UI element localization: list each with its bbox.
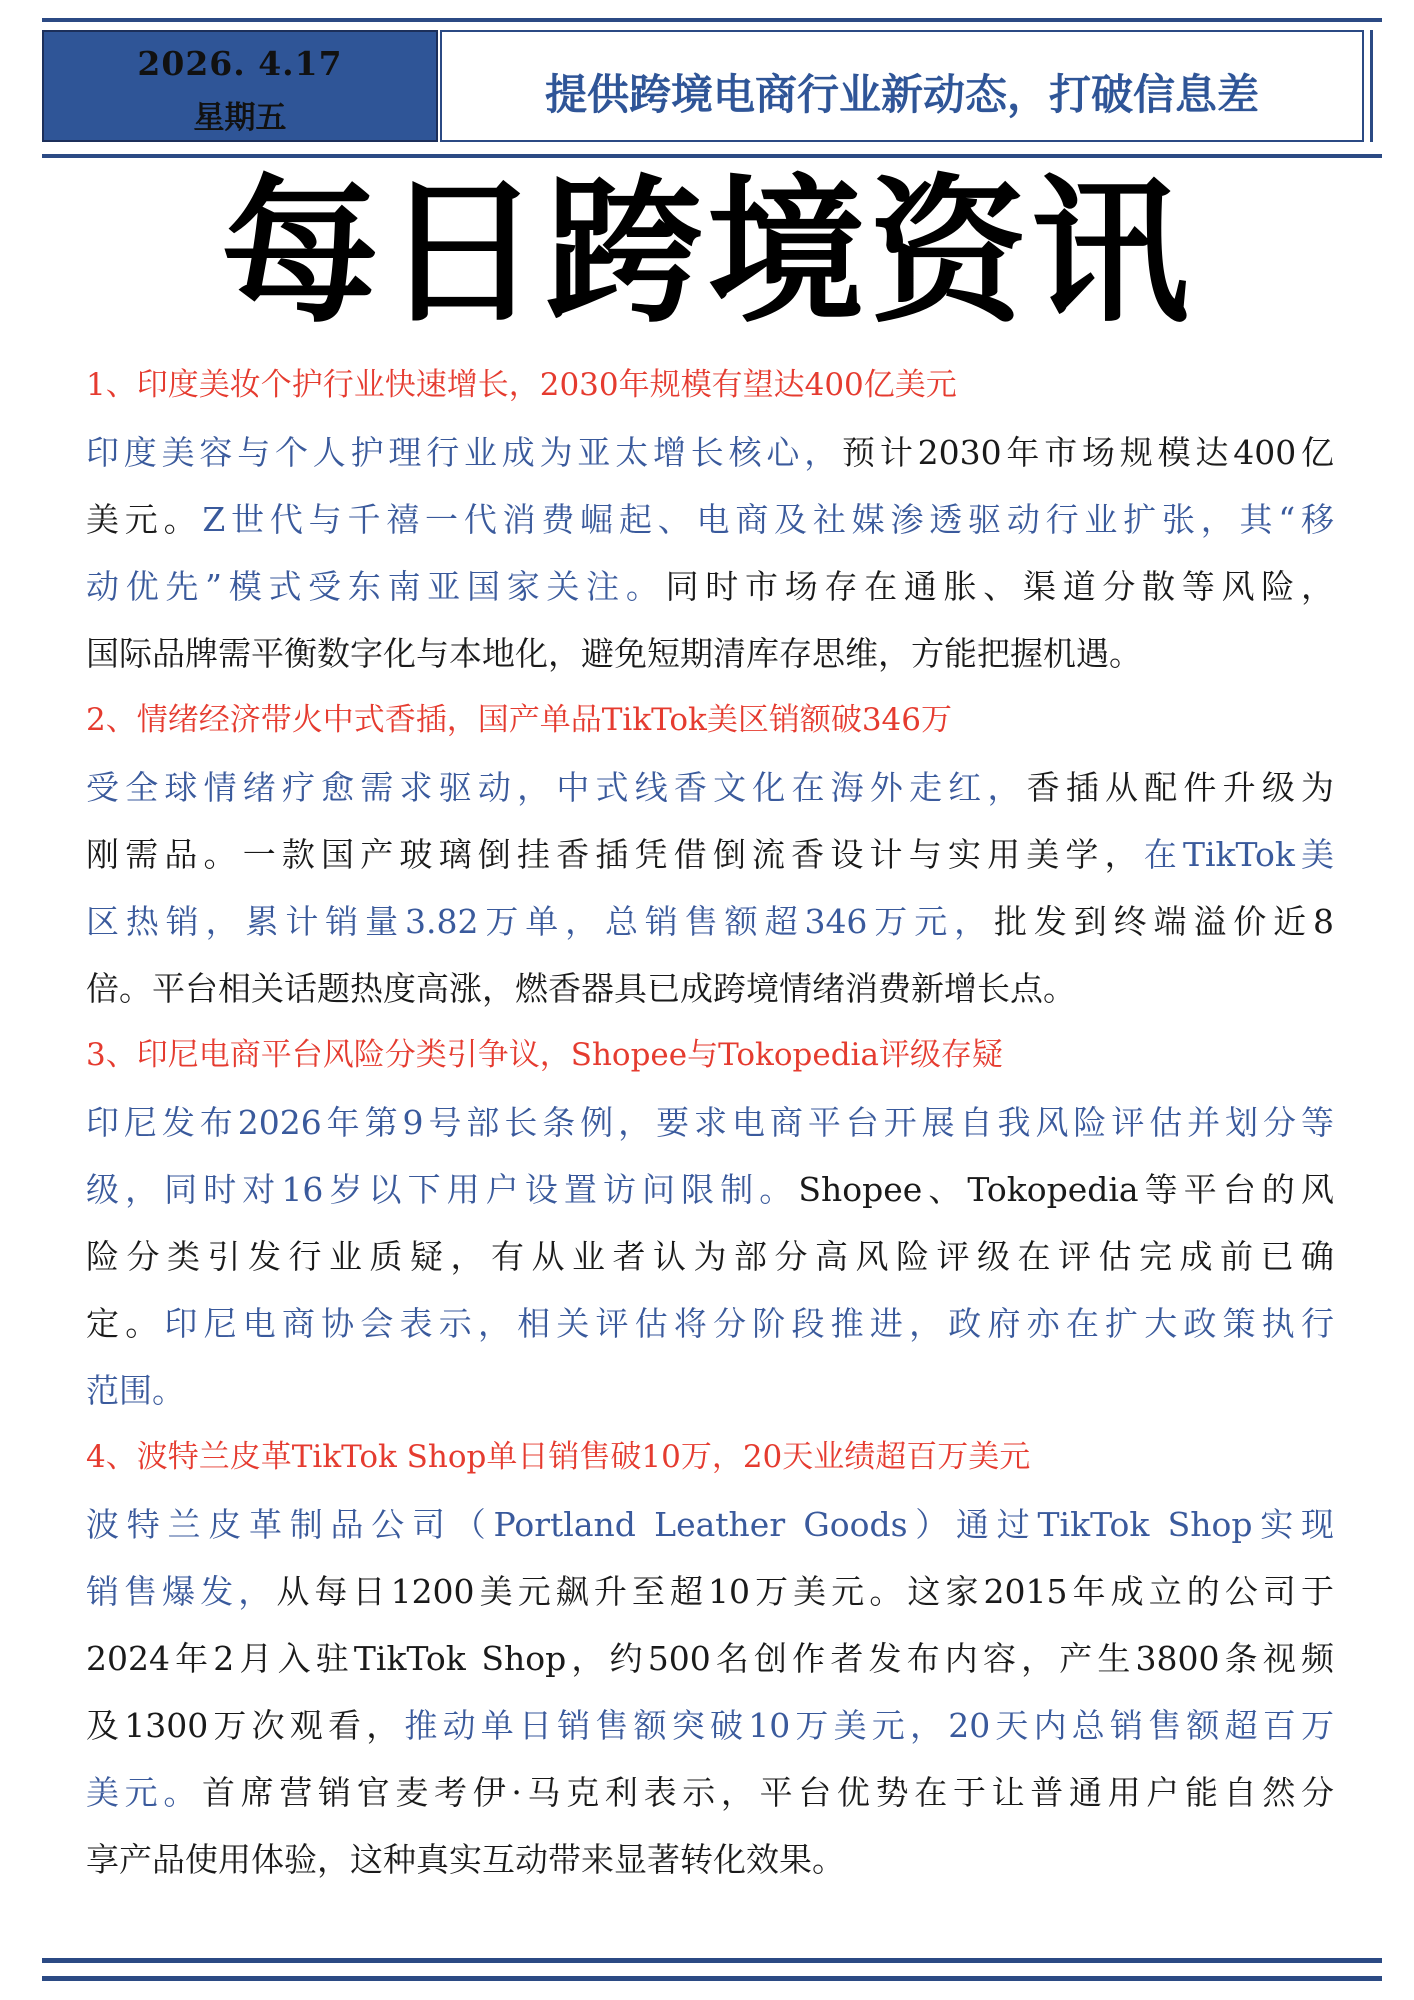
article-body-line xyxy=(86,1558,1334,1625)
body-text: 2024年2月入驻TikTok Shop，约500名创作者发布内容，产生3800条视频 xyxy=(86,1639,1334,1678)
highlight-text: 印度美容与个人护理行业成为亚太增长核心， xyxy=(86,433,843,472)
article-body-line xyxy=(86,486,1334,553)
body-text: 批发到终端溢价近8 xyxy=(993,902,1334,941)
masthead-title: 每日跨境资讯 xyxy=(221,161,1193,345)
body-text: 香插从配件升级为 xyxy=(1026,768,1335,807)
top-rule-outer xyxy=(42,18,1382,22)
article-body-line xyxy=(86,1759,1334,1826)
highlight-text: 推动单日销售额突破10万美元，20天内总销售额超百万 xyxy=(404,1706,1334,1745)
article-body-line xyxy=(86,1692,1334,1759)
article-body-line xyxy=(86,553,1334,620)
header-side-rule xyxy=(1370,30,1373,142)
body-text: 美元。 xyxy=(86,500,203,539)
body-text: 同时市场存在通胀、渠道分散等风险， xyxy=(665,567,1334,606)
body-text: 及1300万次观看， xyxy=(86,1706,405,1745)
article-body-line xyxy=(86,888,1334,955)
bottom-rule-lower xyxy=(42,1976,1382,1981)
body-text: 国际品牌需平衡数字化与本地化，避免短期清库存思维，方能把握机遇。 xyxy=(86,634,1142,673)
article-body-line xyxy=(86,754,1334,821)
article-body-line xyxy=(86,1089,1334,1156)
article-body-line xyxy=(86,1491,1334,1558)
issue-weekday: 星期五 xyxy=(193,100,287,136)
news-article xyxy=(86,1022,1334,1424)
highlight-text: 印尼发布2026年第9号部长条例，要求电商平台开展自我风险评估并划分等 xyxy=(86,1103,1334,1142)
highlight-text: 范围。 xyxy=(86,1371,185,1410)
article-headline: 3、印尼电商平台风险分类引争议，Shopee与Tokopedia评级存疑 xyxy=(86,1037,1003,1073)
article-body-line xyxy=(86,419,1334,486)
article-body-line xyxy=(86,1625,1334,1692)
article-body-line xyxy=(86,955,1334,1022)
article-body-line xyxy=(86,1290,1334,1357)
body-text: 定。 xyxy=(86,1304,165,1343)
highlight-text: 级，同时对16岁以下用户设置访问限制。 xyxy=(86,1170,799,1209)
bottom-rule-upper xyxy=(42,1958,1382,1963)
slogan-block xyxy=(440,30,1364,142)
article-headline: 1、印度美妆个护行业快速增长，2030年规模有望达400亿美元 xyxy=(86,367,957,403)
article-body-line xyxy=(86,1223,1334,1290)
highlight-text: 美元。 xyxy=(86,1773,203,1812)
article-headline: 4、波特兰皮革TikTok Shop单日销售破10万，20天业绩超百万美元 xyxy=(86,1439,1031,1475)
highlight-text: Z世代与千禧一代消费崛起、电商及社媒渗透驱动行业扩张，其“移 xyxy=(202,500,1335,539)
top-rule-inner xyxy=(42,154,1382,158)
article-body-line xyxy=(86,1357,1334,1424)
highlight-text: 印尼电商协会表示，相关评估将分阶段推进，政府亦在扩大政策执行 xyxy=(164,1304,1335,1343)
date-block xyxy=(42,30,438,142)
highlight-text: 受全球情绪疗愈需求驱动，中式线香文化在海外走红， xyxy=(86,768,1027,807)
body-text: Shopee、Tokopedia等平台的风 xyxy=(798,1170,1334,1209)
article-body-line xyxy=(86,1826,1334,1893)
article-headline: 2、情绪经济带火中式香插，国产单品TikTok美区销额破346万 xyxy=(86,702,952,738)
body-text: 刚需品。一款国产玻璃倒挂香插凭借倒流香设计与实用美学， xyxy=(86,835,1144,874)
body-text: 险分类引发行业质疑，有从业者认为部分高风险评级在评估完成前已确 xyxy=(86,1237,1334,1276)
highlight-text: 在TikTok美 xyxy=(1143,835,1335,874)
article-body-line xyxy=(86,1156,1334,1223)
highlight-text: 区热销，累计销量3.82万单，总销售额超346万元， xyxy=(86,902,994,941)
body-text: 享产品使用体验，这种真实互动带来显著转化效果。 xyxy=(86,1840,845,1879)
issue-date: 2026. 4.17 xyxy=(137,44,343,83)
body-text: 倍。平台相关话题热度高涨，燃香器具已成跨境情绪消费新增长点。 xyxy=(86,969,1076,1008)
article-body-line xyxy=(86,821,1334,888)
body-text: 从每日1200美元飙升至超10万美元。这家2015年成立的公司于 xyxy=(276,1572,1334,1611)
highlight-text: 动优先”模式受东南亚国家关注。 xyxy=(86,567,666,606)
news-article xyxy=(86,687,1334,1022)
news-article xyxy=(86,1424,1334,1893)
highlight-text: 销售爆发， xyxy=(86,1572,277,1611)
slogan-text: 提供跨境电商行业新动态，打破信息差 xyxy=(544,70,1259,119)
article-body-line xyxy=(86,620,1334,687)
highlight-text: 波特兰皮革制品公司（Portland Leather Goods）通过TikTok Shop实现 xyxy=(86,1505,1334,1544)
news-article xyxy=(86,352,1334,687)
body-text: 预计2030年市场规模达400亿 xyxy=(842,433,1334,472)
body-text: 首席营销官麦考伊·马克利表示，平台优势在于让普通用户能自然分 xyxy=(202,1773,1334,1812)
news-list xyxy=(86,352,1334,1893)
